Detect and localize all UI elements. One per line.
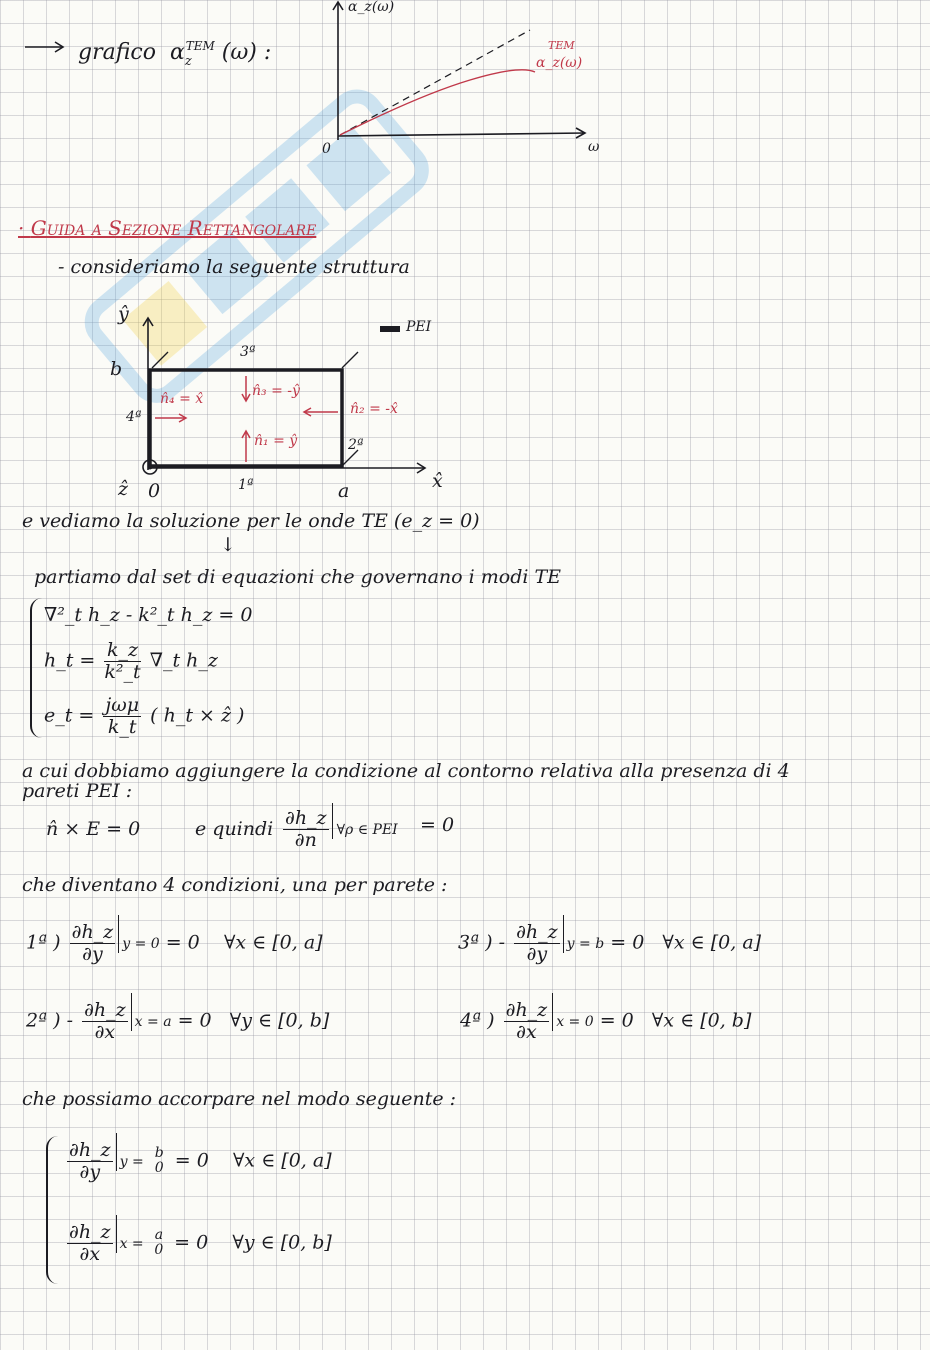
graph-x-label: ω: [588, 139, 600, 155]
grouped-2: $\frac{\partial h\_z}{\partial x}$ x = a 0 = 0 ∀y ∈ [0, b]: [64, 1222, 332, 1265]
section-title: · Guida a Sezione Rettangolare: [18, 216, 317, 240]
section-intro: - consideriamo la seguente struttura: [58, 256, 410, 278]
fig-legend-label: PEI: [406, 319, 432, 335]
boundary-line-2: pareti PEI :: [22, 780, 133, 802]
fig-n2: n̂₂ = -x̂: [350, 401, 398, 417]
group-line: che possiamo accorpare nel modo seguente :: [22, 1088, 457, 1110]
fig-origin: 0: [148, 480, 161, 502]
grouped-1: $\frac{\partial h\_z}{\partial y}$ y = b 0 = 0 ∀x ∈ [0, a]: [64, 1140, 332, 1183]
boundary-line-1: a cui dobbiamo aggiungere la condizione al contorno relativa alla presenza di 4: [22, 760, 790, 782]
fig-wall1: 1ª: [238, 477, 254, 493]
condition-1: 1ª ) $\frac{\partial h\_z}{\partial y}$ y = 0 = 0 ∀x ∈ [0, a]: [26, 922, 323, 965]
fig-wall4: 4ª: [126, 409, 142, 425]
fig-wall3: 3ª: [240, 344, 256, 360]
fig-n4: n̂₄ = x̂: [160, 391, 204, 407]
four-cond-line: che diventano 4 condizioni, una per parete :: [22, 874, 448, 896]
fig-a-label: a: [338, 480, 350, 502]
condition-3: 3ª ) - $\frac{\partial h\_z}{\partial y}$ y = b = 0 ∀x ∈ [0, a]: [458, 922, 761, 965]
cond-e-quindi: e quindi: [195, 818, 274, 840]
graph-y-label: α_z(ω): [348, 0, 395, 15]
condition-2: 2ª ) - $\frac{\partial h\_z}{\partial x}$ x = a = 0 ∀y ∈ [0, b]: [26, 1000, 329, 1043]
fig-wall2: 2ª: [348, 437, 364, 453]
fig-n1: n̂₁ = ŷ: [254, 433, 298, 449]
eq1: ∇²_t h_z - k²_t h_z = 0: [44, 604, 253, 626]
fig-n3: n̂₃ = -ŷ: [252, 383, 300, 399]
condition-4: 4ª ) $\frac{\partial h\_z}{\partial x}$ x = 0 = 0 ∀x ∈ [0, b]: [460, 1000, 751, 1043]
pei-legend-swatch: [380, 326, 400, 332]
cond-rhs: = 0: [420, 814, 455, 836]
cond-a: n̂ × E = 0: [46, 818, 141, 840]
graph-heading: grafico $\alpha_z^{TEM}$ (ω) :: [78, 39, 272, 69]
fig-x-axis-label: x̂: [432, 470, 443, 492]
te-line: e vediamo la soluzione per le onde TE (e_z = 0): [22, 510, 480, 532]
grouped-brace: [46, 1136, 58, 1284]
eq3: e_t = $\frac{\text{jωμ}}{k\_t}$ ( h_t × ẑ ): [44, 694, 245, 738]
fig-b-label: b: [110, 358, 123, 380]
equation-brace: [30, 598, 42, 738]
set-line: partiamo dal set di equazioni che governano i modi TE: [34, 566, 562, 588]
graph-curve-label: α_z(ω): [536, 55, 583, 71]
down-arrow: ↓: [220, 534, 236, 556]
cond-derivative: $\frac{\partial h\_z}{\partial n}$ ∀ρ ∈ PEI: [280, 808, 398, 851]
eq2: h_t = $\frac{k\_z}{\text{k²\_t}}$ ∇_t h_z: [44, 639, 218, 683]
graph-curve-label-sup: TEM: [548, 39, 575, 52]
fig-y-axis-label: ŷ: [118, 303, 129, 325]
fig-z-axis-label: ẑ: [118, 478, 129, 500]
graph-origin: 0: [322, 141, 331, 157]
waveguide-figure: [0, 0, 930, 520]
